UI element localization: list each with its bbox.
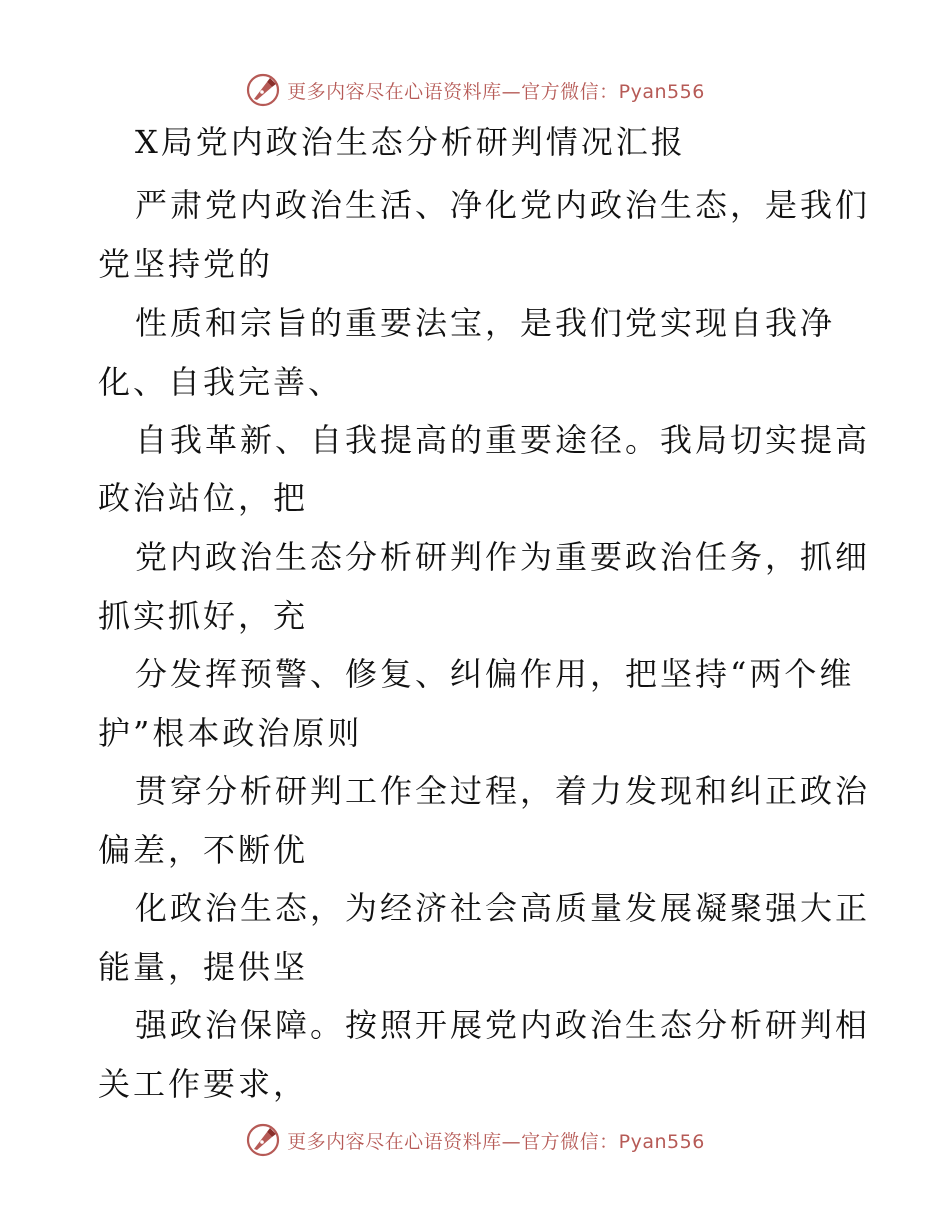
- text-line: 分发挥预警、修复、纠偏作用，把坚持“两个维: [135, 655, 855, 693]
- text-line: 严肃党内政治生活、净化党内政治生态，是我们: [135, 186, 871, 224]
- watermark-header: [0, 70, 950, 110]
- pen-nib-logo-icon: [245, 1122, 281, 1158]
- text-line: 抓实抓好，充: [98, 597, 309, 635]
- text-line: 贯穿分析研判工作全过程，着力发现和纠正政治: [135, 772, 871, 810]
- text-line: 强政治保障。按照开展党内政治生态分析研判相: [135, 1006, 871, 1044]
- watermark-text: 更多内容尽在心语资料库—官方微信：Pyan556: [287, 1130, 705, 1153]
- text-line: 护”根本政治原则: [98, 714, 363, 752]
- text-line: 党坚持党的: [98, 245, 274, 283]
- text-line: 偏差，不断优: [98, 831, 309, 869]
- text-line: 党内政治生态分析研判作为重要政治任务，抓细: [135, 538, 871, 576]
- text-line: 化政治生态，为经济社会高质量发展凝聚强大正: [135, 889, 871, 927]
- document-title: X局党内政治生态分析研判情况汇报: [135, 123, 686, 161]
- text-line: 化、自我完善、: [98, 363, 344, 401]
- watermark-text: 更多内容尽在心语资料库—官方微信：Pyan556: [287, 80, 705, 103]
- text-line: 性质和宗旨的重要法宝，是我们党实现自我净: [135, 304, 836, 342]
- watermark-footer: [0, 1120, 950, 1160]
- text-line: 能量，提供坚: [98, 948, 309, 986]
- text-line: 自我革新、自我提高的重要途径。我局切实提高: [135, 421, 871, 459]
- text-line: 关工作要求，: [98, 1065, 309, 1103]
- text-line: 政治站位，把: [98, 479, 309, 517]
- pen-nib-logo-icon: [245, 72, 281, 108]
